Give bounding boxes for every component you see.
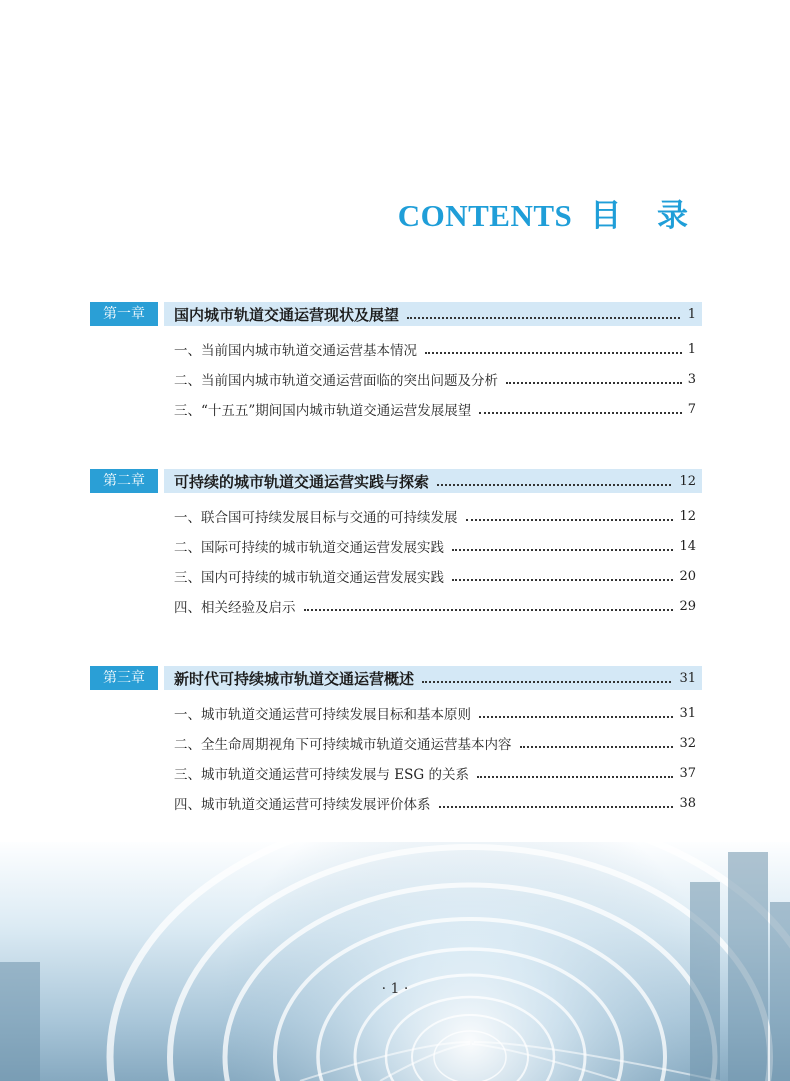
chapter-tag: 第二章 [90, 469, 158, 493]
leader-dots [439, 805, 674, 808]
leader-dots [477, 775, 673, 778]
entry-page: 7 [687, 401, 696, 417]
entry-page: 37 [679, 765, 696, 781]
contents-title [398, 190, 702, 235]
toc-entry[interactable] [174, 758, 702, 788]
entry-text: 四、城市轨道交通运营可持续发展评价体系 [174, 797, 431, 813]
toc-entry[interactable] [174, 334, 702, 364]
entry-text: 一、联合国可持续发展目标与交通的可持续发展 [174, 510, 458, 526]
chapter-3-heading[interactable] [90, 666, 702, 690]
leader-dots [479, 715, 673, 718]
chapter-1 [90, 302, 702, 424]
leader-dots [479, 411, 681, 414]
entry-page: 32 [679, 735, 696, 751]
title-cn: 目 录 [590, 198, 702, 233]
entry-page: 38 [679, 795, 696, 811]
entry-page: 12 [679, 508, 696, 524]
leader-dots [425, 351, 682, 354]
leader-dots [437, 483, 671, 486]
tunnel-illustration [0, 842, 790, 1081]
toc-entry[interactable] [174, 788, 702, 818]
leader-dots [506, 381, 682, 384]
chapter-title-bar [164, 302, 702, 326]
toc-entry[interactable] [174, 591, 702, 621]
chapter-3 [90, 666, 702, 818]
chapter-2 [90, 469, 702, 621]
chapter-page: 12 [679, 473, 696, 489]
chapter-1-heading[interactable] [90, 302, 702, 326]
chapter-page: 1 [687, 306, 696, 322]
toc-entry[interactable] [174, 394, 702, 424]
leader-dots [520, 745, 674, 748]
chapter-tag: 第一章 [90, 302, 158, 326]
entry-page: 1 [687, 341, 696, 357]
toc-entry[interactable] [174, 364, 702, 394]
entry-page: 31 [679, 705, 696, 721]
leader-dots [452, 548, 673, 551]
entry-text: 三、“十五五”期间国内城市轨道交通运营发展展望 [174, 403, 472, 419]
chapter-page: 31 [679, 670, 696, 686]
chapter-2-heading[interactable] [90, 469, 702, 493]
toc-entry[interactable] [174, 698, 702, 728]
leader-dots [466, 518, 674, 521]
toc-entry[interactable] [174, 561, 702, 591]
toc-entry[interactable] [174, 531, 702, 561]
entry-page: 20 [679, 568, 696, 584]
entry-page: 29 [679, 598, 696, 614]
leader-dots [422, 680, 671, 683]
page-number: · 1 · [381, 981, 409, 997]
chapter-title-bar [164, 666, 702, 690]
entry-text: 三、国内可持续的城市轨道交通运营发展实践 [174, 570, 444, 586]
chapter-tag: 第三章 [90, 666, 158, 690]
chapter-title: 新时代可持续城市轨道交通运营概述 [174, 669, 415, 688]
entry-page: 3 [687, 371, 696, 387]
toc-entry[interactable] [174, 728, 702, 758]
entry-text: 一、当前国内城市轨道交通运营基本情况 [174, 343, 417, 359]
chapter-title: 国内城市轨道交通运营现状及展望 [174, 305, 400, 324]
chapter-title-bar [164, 469, 702, 493]
chapter-title: 可持续的城市轨道交通运营实践与探索 [174, 472, 430, 491]
entry-text: 二、国际可持续的城市轨道交通运营发展实践 [174, 540, 444, 556]
leader-dots [407, 316, 680, 319]
toc-entry[interactable] [174, 501, 702, 531]
tunnel-background-image [0, 842, 790, 1081]
entry-text: 二、全生命周期视角下可持续城市轨道交通运营基本内容 [174, 737, 512, 753]
entry-text: 三、城市轨道交通运营可持续发展与 ESG 的关系 [174, 767, 469, 783]
entry-page: 14 [679, 538, 696, 554]
entry-text: 二、当前国内城市轨道交通运营面临的突出问题及分析 [174, 373, 498, 389]
leader-dots [304, 608, 674, 611]
title-en: CONTENTS [397, 198, 573, 233]
leader-dots [452, 578, 673, 581]
entry-text: 一、城市轨道交通运营可持续发展目标和基本原则 [174, 707, 471, 723]
entry-text: 四、相关经验及启示 [174, 600, 296, 616]
